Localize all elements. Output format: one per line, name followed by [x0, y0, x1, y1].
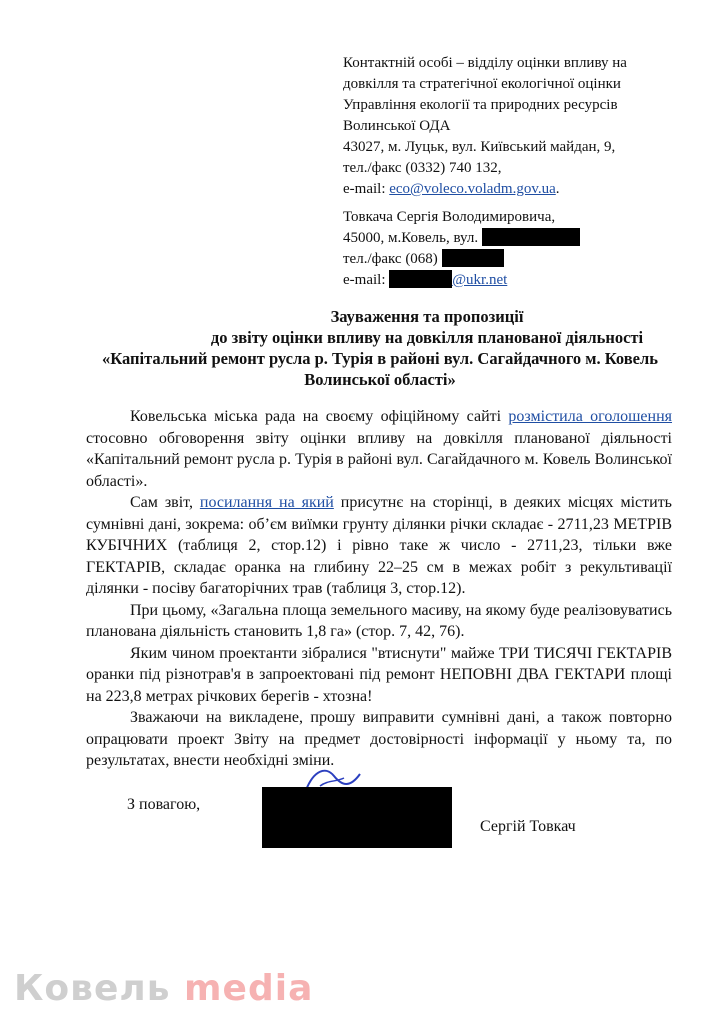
- recipient-line: 43027, м. Луцьк, вул. Київський майдан, 9,: [343, 139, 616, 155]
- paragraph-3: При цьому, «Загальна площа земельного масиву, на якому буде реалізовуватись планована діяльність становить 1,8 га» (стор. 7, 42, 76).: [86, 601, 672, 640]
- watermark-logo: [14, 968, 313, 1009]
- sender-address-line: [343, 228, 580, 249]
- sender-phone: тел./факс (068): [343, 251, 438, 267]
- title-line-4: Волинської області»: [304, 370, 456, 389]
- p1-text-after: стосовно обговорення звіту оцінки впливу на довкілля планованої діяльності «Капітальний ремонт русла р. Турія в районі вул. Сагайдачного м. Ковель Волинської області».: [86, 429, 672, 490]
- sender-phone-line: [343, 249, 580, 270]
- watermark-part-2: media: [184, 968, 314, 1009]
- letter-body: [86, 406, 672, 772]
- sender-email-line: [343, 270, 580, 291]
- recipient-line: тел./факс (0332) 740 132,: [343, 160, 502, 176]
- title-line-2: до звіту оцінки впливу на довкілля планованої діяльності: [210, 328, 644, 347]
- recipient-email-label: e-mail:: [343, 181, 390, 197]
- announcement-link[interactable]: розмістила оголошення: [508, 408, 673, 425]
- p2-text-before: Сам звіт,: [130, 494, 200, 511]
- title-line-1: Зауваження та пропозиції: [330, 307, 524, 326]
- document-title: [60, 306, 700, 390]
- recipient-line: Контактній особі – відділу оцінки впливу на: [343, 55, 627, 71]
- recipient-email-line: [343, 179, 627, 200]
- paragraph-2: [86, 492, 672, 600]
- sender-address: 45000, м.Ковель, вул.: [343, 230, 479, 246]
- recipient-email-suffix: .: [555, 181, 560, 197]
- redacted-street: [482, 228, 580, 246]
- sender-email-domain[interactable]: @ukr.net: [452, 272, 508, 288]
- redacted-email-user: [389, 270, 452, 288]
- recipient-line: довкілля та стратегічної екологічної оцінки: [343, 76, 621, 92]
- closing-phrase: З повагою,: [127, 796, 201, 813]
- paragraph-1: [86, 406, 672, 492]
- watermark-part-1: Ковель: [14, 968, 185, 1009]
- report-link[interactable]: посилання на який: [199, 494, 334, 511]
- p1-text-before: Ковельська міська рада на своєму офіційному сайті: [130, 408, 509, 425]
- paragraph-5: Зважаючи на викладене, прошу виправити сумнівні дані, а також повторно опрацювати проект Звіту на предмет достовірності інформації у ньому та, по результатах, внести необхідні зміни.: [86, 709, 672, 769]
- recipient-email-link[interactable]: eco@voleco.voladm.gov.ua: [389, 181, 556, 197]
- recipient-block: [343, 53, 627, 200]
- recipient-line: Волинської ОДА: [343, 118, 451, 134]
- signer-name: Сергій Товкач: [480, 818, 576, 835]
- title-line-3: «Капітальний ремонт русла р. Турія в районі вул. Сагайдачного м. Ковель: [102, 349, 658, 368]
- redacted-phone: [442, 249, 504, 267]
- paragraph-4: Яким чином проектанти зібралися "втиснути" майже ТРИ ТИСЯЧІ ГЕКТАРІВ оранки під різнотрав'я в запроектовані під ремонт НЕПОВНІ ДВА ГЕКТАРИ площі на 223,8 метрах річкових берегів - хтозна!: [86, 644, 672, 705]
- sender-name: Товкача Сергія Володимировича,: [343, 209, 556, 225]
- sender-block: [343, 207, 580, 291]
- sender-email-label: e-mail:: [343, 272, 390, 288]
- p2-text-after: присутнє на сторінці, в деяких місцях містить сумнівні дані, зокрема: об’єм виїмки грунту ділянки річки складає - 2711,23 МЕТРІВ КУБІЧНИХ (таблиця 2, стор.12) і рівно таке ж число - 2711,23, тільки вже ГЕКТАРІВ, складає оранка на глибину 22–25 см в межах робіт з рекультивації ділянки - посіву багаторічних трав (таблиця 3, стор.12).: [86, 494, 672, 597]
- redacted-signature: [262, 787, 452, 848]
- recipient-line: Управління екології та природних ресурсів: [343, 97, 618, 113]
